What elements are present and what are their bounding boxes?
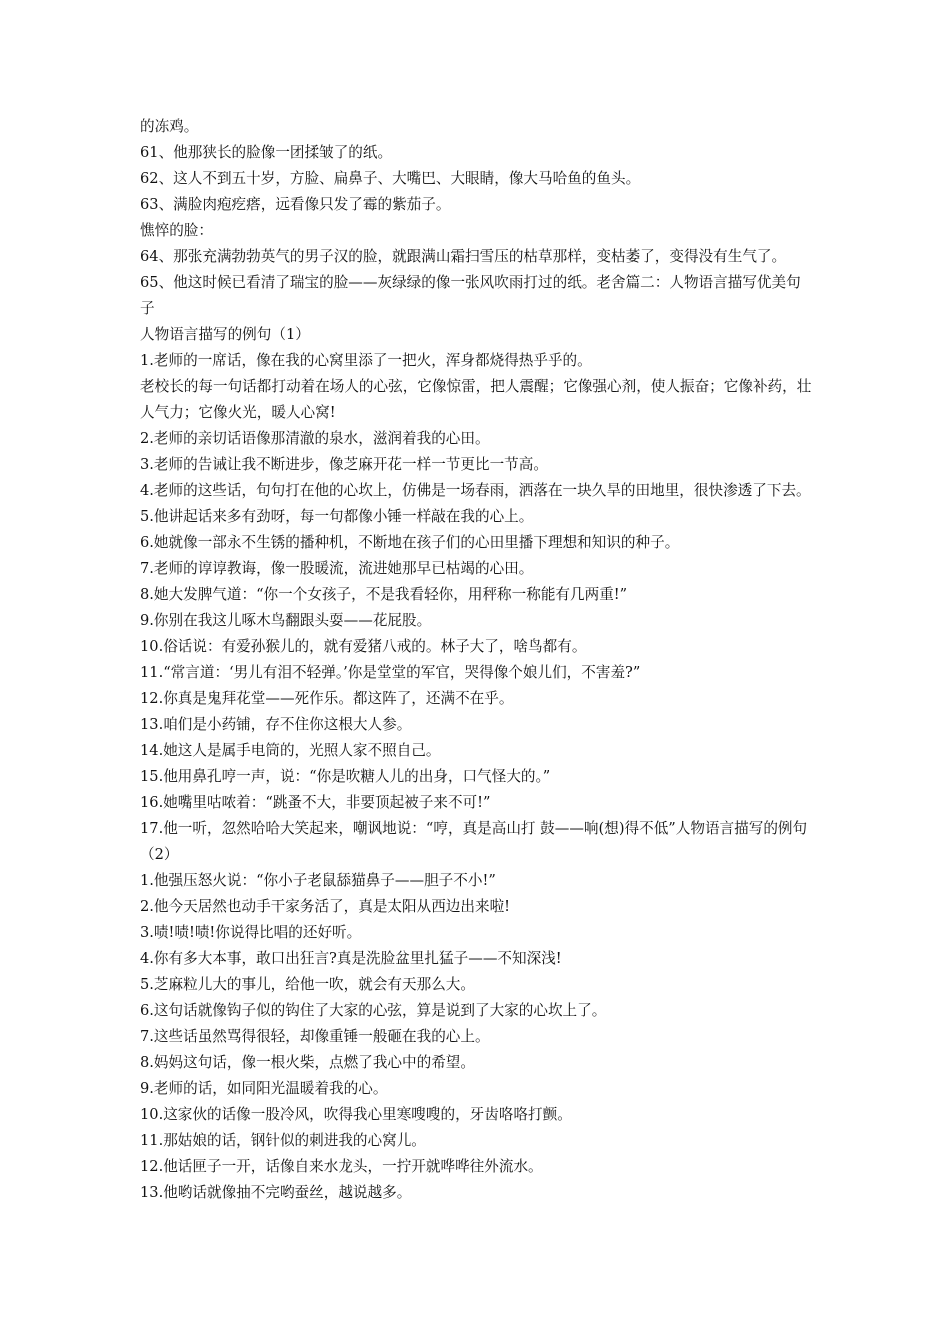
- text-line: 11.“常言道：‘男儿有泪不轻弹。’你是堂堂的军官，哭得像个娘儿们，不害羞?”: [140, 664, 641, 681]
- text-line: 61、他那狭长的脸像一团揉皱了的纸。: [140, 144, 393, 161]
- text-line: 12.他话匣子一开，话像自来水龙头，一拧开就哗哗往外流水。: [140, 1158, 543, 1175]
- text-line: 老校长的每一句话都打动着在场人的心弦，它像惊雷，把人震醒；它像强心剂，使人振奋；它像补药，壮人气力；它像火光，暖人心窝!: [140, 378, 812, 421]
- text-line: 3.啧!啧!啧!你说得比唱的还好听。: [140, 924, 362, 941]
- text-line: 5.他讲起话来多有劲呀，每一句都像小锤一样敲在我的心上。: [140, 508, 534, 525]
- text-line: 6.她就像一部永不生锈的播种机，不断地在孩子们的心田里播下理想和知识的种子。: [140, 534, 680, 551]
- text-line: 14.她这人是属手电筒的，光照人家不照自己。: [140, 742, 441, 759]
- text-line: 7.这些话虽然骂得很轻，却像重锤一般砸在我的心上。: [140, 1028, 490, 1045]
- text-line: 2.老师的亲切话语像那清澈的泉水，滋润着我的心田。: [140, 430, 490, 447]
- text-line: 62、这人不到五十岁，方脸、扁鼻子、大嘴巴、大眼睛，像大马哈鱼的鱼头。: [140, 170, 641, 187]
- text-line: 15.他用鼻孔哼一声，说：“你是吹糖人儿的出身，口气怪大的。”: [140, 768, 551, 785]
- text-line: 13.咱们是小药铺，存不住你这根大人参。: [140, 716, 412, 733]
- text-line: 10.这家伙的话像一股冷风，吹得我心里寒嗖嗖的，牙齿咯咯打颤。: [140, 1106, 572, 1123]
- text-line: 13.他哟话就像抽不完哟蚕丝，越说越多。: [140, 1184, 412, 1201]
- text-line: 16.她嘴里咕哝着：“跳蚤不大，非要顶起被子来不可!”: [140, 794, 491, 811]
- text-line: 17.他一听，忽然哈哈大笑起来，嘲讽地说：“哼，真是高山打 鼓——响(想)得不低”人物语言描写的例句（2）: [140, 820, 808, 863]
- text-line: 8.她大发脾气道：“你一个女孩子，不是我看轻你，用秤称一称能有几两重!”: [140, 586, 628, 603]
- text-line: 6.这句话就像钩子似的钩住了大家的心弦，算是说到了大家的心坎上了。: [140, 1002, 607, 1019]
- section-heading: 憔悴的脸：: [140, 222, 213, 239]
- text-line: 的冻鸡。: [140, 118, 199, 135]
- text-line: 1.他强压怒火说：“你小子老鼠舔猫鼻子——胆子不小!”: [140, 872, 496, 889]
- text-line: 8.妈妈这句话，像一根火柴，点燃了我心中的希望。: [140, 1054, 475, 1071]
- text-line: 9.你别在我这儿啄木鸟翻跟头耍——花屁股。: [140, 612, 432, 629]
- text-line: 10.俗话说：有爱孙猴儿的，就有爱猪八戒的。林子大了，啥鸟都有。: [140, 638, 587, 655]
- text-line: 11.那姑娘的话，钢针似的刺进我的心窝儿。: [140, 1132, 426, 1149]
- text-line: 1.老师的一席话，像在我的心窝里添了一把火，浑身都烧得热乎乎的。: [140, 352, 592, 369]
- document-body: [140, 114, 814, 1206]
- text-line: 4.老师的这些话，句句打在他的心坎上，仿佛是一场春雨，洒落在一块久旱的田地里，很快渗透了下去。: [140, 482, 811, 499]
- text-line: 12.你真是鬼拜花堂——死作乐。都这阵了，还满不在乎。: [140, 690, 514, 707]
- section-heading: 人物语言描写的例句（1）: [140, 326, 310, 343]
- text-line: 5.芝麻粒儿大的事儿，给他一吹，就会有天那么大。: [140, 976, 475, 993]
- text-line: 4.你有多大本事，敢口出狂言?真是洗脸盆里扎猛子——不知深浅!: [140, 950, 562, 967]
- text-line: 3.老师的告诫让我不断进步，像芝麻开花一样一节更比一节高。: [140, 456, 548, 473]
- text-line: 2.他今天居然也动手干家务活了，真是太阳从西边出来啦!: [140, 898, 511, 915]
- text-line: 63、满脸肉疱疙瘩，远看像只发了霉的紫茄子。: [140, 196, 451, 213]
- text-line: 9.老师的话，如同阳光温暖着我的心。: [140, 1080, 388, 1097]
- text-line: 64、那张充满勃勃英气的男子汉的脸，就跟满山霜扫雪压的枯草那样，变枯萎了，变得没有生气了。: [140, 248, 787, 265]
- text-line: 65、他这时候已看清了瑞宝的脸——灰绿绿的像一张风吹雨打过的纸。老舍篇二：人物语言描写优美句子: [140, 274, 801, 317]
- text-line: 7.老师的谆谆教诲，像一股暖流，流进她那早已枯竭的心田。: [140, 560, 534, 577]
